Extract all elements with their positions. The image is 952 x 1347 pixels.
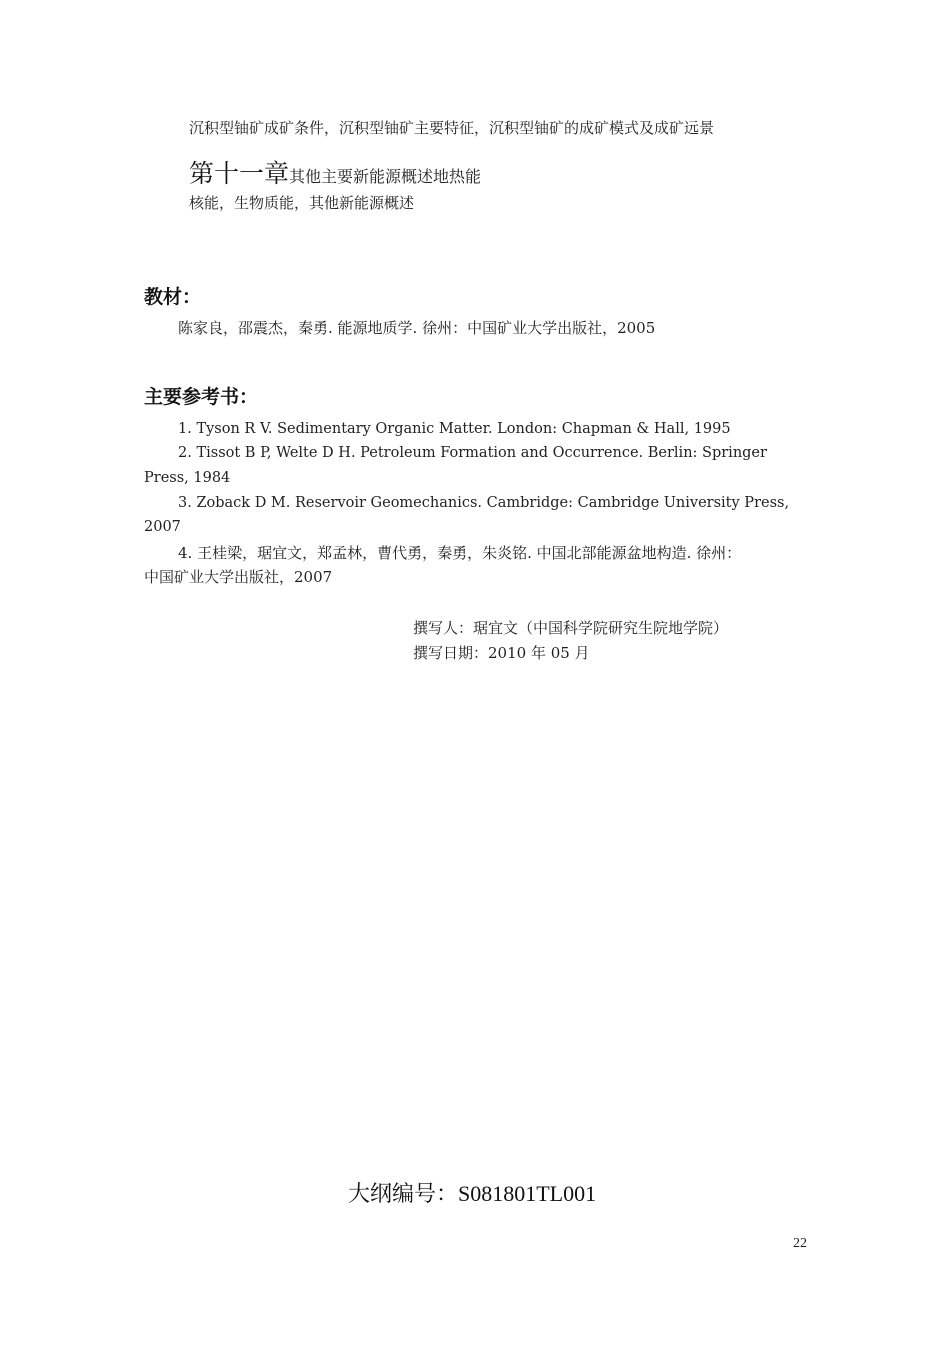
reference-item-2: 2. Tissot B P, Welte D H. Petroleum Formation and Occurrence. Berlin: Springer [178, 445, 767, 461]
outline-number: 大纲编号：S081801TL001 [348, 1181, 597, 1206]
reference-item-4: 4. 王桂梁，琚宜文，郑孟林，曹代勇，秦勇，朱炎铭. 中国北部能源盆地构造. 徐州： [178, 544, 742, 562]
chapter11-subtitle: 其他主要新能源概述地热能 [289, 167, 482, 186]
textbook-heading: 教材： [144, 286, 202, 308]
chapter10-topics: 沉积型铀矿成矿条件，沉积型铀矿主要特征，沉积型铀矿的成矿模式及成矿远景 [189, 119, 715, 137]
author-line: 撰写人：琚宜文（中国科学院研究生院地学院） [413, 619, 729, 637]
reference-item-2-cont: Press, 1984 [144, 470, 231, 486]
date-line: 撰写日期：2010 年 05 月 [413, 644, 590, 662]
references-heading: 主要参考书： [144, 386, 259, 408]
chapter11-title: 第十一章 [189, 159, 290, 188]
reference-item-4-cont: 中国矿业大学出版社，2007 [144, 568, 333, 586]
chapter11-heading [189, 154, 481, 190]
textbook-entry: 陈家良，邵震杰，秦勇. 能源地质学. 徐州：中国矿业大学出版社，2005 [178, 319, 656, 337]
reference-item-1: 1. Tyson R V. Sedimentary Organic Matter. London: Chapman & Hall, 1995 [178, 421, 731, 437]
page-number: 22 [793, 1236, 807, 1251]
reference-item-3-cont: 2007 [144, 519, 181, 535]
chapter11-topics: 核能，生物质能，其他新能源概述 [189, 194, 415, 212]
reference-item-3: 3. Zoback D M. Reservoir Geomechanics. Cambridge: Cambridge University Press, [178, 495, 790, 511]
